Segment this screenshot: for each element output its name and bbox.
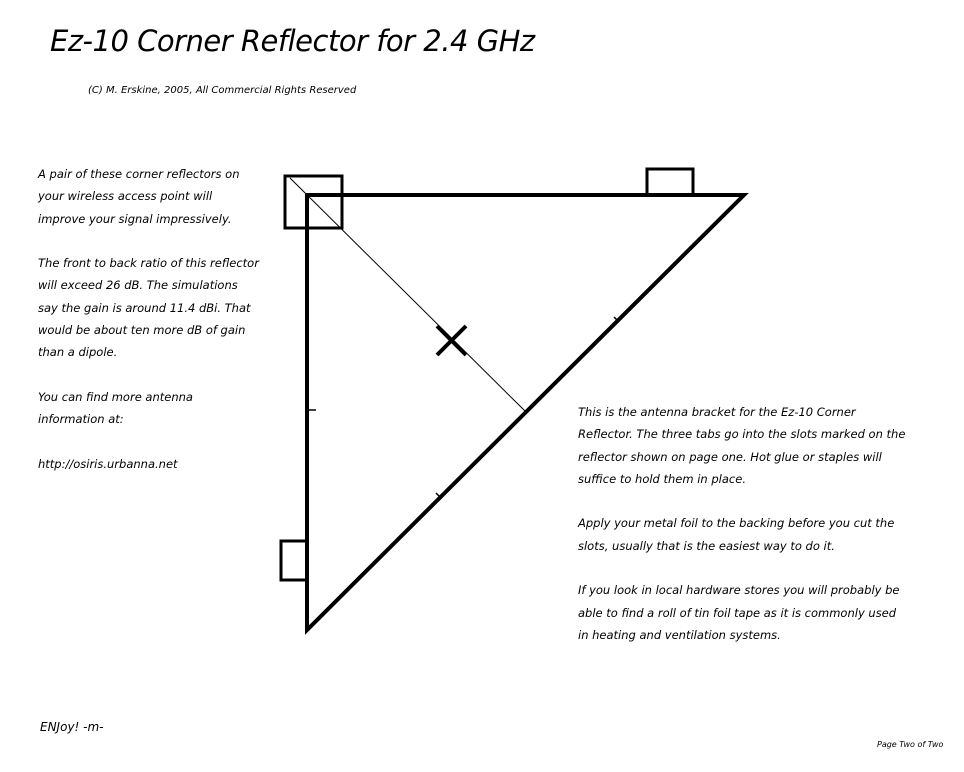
more-info-paragraph: You can find more antenna information at: — [38, 389, 193, 427]
center-line — [290, 178, 526, 412]
hardware-tip-paragraph: If you look in local hardware stores you will probably be able to find a roll of tin foil tape as it is commonly used in heating and ventilation systems. — [578, 583, 900, 642]
copyright-notice: (C) M. Erskine, 2005, All Commercial Rights Reserved — [88, 85, 357, 96]
center-mark-icon — [437, 326, 466, 355]
page-number: Page Two of Two — [877, 740, 944, 749]
bracket-notes-block — [578, 401, 908, 646]
specs-paragraph: The front to back ratio of this reflector will exceed 26 dB. The simulations say the gain is around 11.4 dBi. That would be about ten more dB of gain than a dipole. — [38, 256, 259, 360]
top-right-tab — [647, 169, 693, 195]
lower-left-tab — [281, 541, 307, 580]
signoff: ENJoy! -m- — [40, 720, 104, 734]
intro-paragraph: A pair of these corner reflectors on your wireless access point will improve your signal impressively. — [38, 167, 240, 226]
hypotenuse-tick-lower — [436, 493, 440, 497]
page-title: Ez-10 Corner Reflector for 2.4 GHz — [50, 24, 535, 58]
bracket-description-paragraph: This is the antenna bracket for the Ez-10 Corner Reflector. The three tabs go into the slots marked on the reflector shown on page one. Hot glue or staples will suffice to hold them in place. — [578, 405, 906, 486]
foil-tip-paragraph: Apply your metal foil to the backing before you cut the slots, usually that is the easiest way to do it. — [578, 516, 895, 553]
website-link[interactable]: http://osiris.urbanna.net — [38, 456, 178, 471]
